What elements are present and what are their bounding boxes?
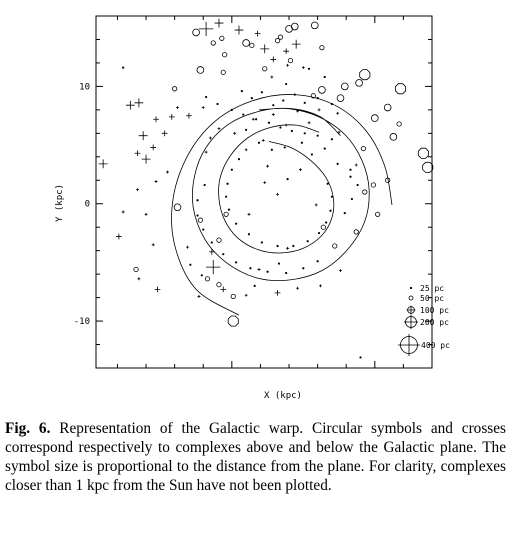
above-plane-point (319, 87, 326, 94)
legend-marker (407, 306, 416, 315)
below-plane-point (220, 287, 226, 293)
above-plane-point (282, 99, 284, 101)
above-plane-point (228, 316, 238, 326)
above-plane-point (231, 109, 233, 111)
below-plane-point (272, 113, 275, 116)
below-plane-point (152, 243, 155, 246)
above-plane-point (288, 58, 292, 62)
above-plane-point (363, 190, 367, 194)
above-plane-point (337, 95, 344, 102)
below-plane-point (215, 19, 224, 28)
above-plane-point (231, 169, 233, 171)
above-plane-point (268, 122, 270, 124)
above-plane-point (301, 142, 303, 144)
above-plane-point (333, 244, 337, 248)
above-plane-point (134, 267, 138, 271)
legend-marker (404, 315, 418, 329)
above-plane-point (357, 184, 359, 186)
y-tick-label: 0 (84, 199, 90, 210)
above-plane-point (231, 294, 235, 298)
below-plane-point (308, 121, 311, 124)
legend-label: 100 pc (420, 306, 449, 315)
above-plane-point (221, 70, 225, 74)
below-plane-point (134, 98, 143, 107)
above-plane-point (291, 130, 293, 132)
legend-marker (410, 287, 412, 289)
above-plane-point (325, 221, 327, 223)
figure-label: Fig. 6. (5, 420, 51, 437)
above-plane-point (196, 214, 198, 216)
below-plane-point (276, 193, 279, 196)
above-plane-point (308, 68, 310, 70)
below-plane-point (296, 287, 299, 290)
below-plane-point (299, 168, 302, 171)
above-plane-point (307, 240, 309, 242)
above-plane-point (324, 147, 326, 149)
above-plane-point (324, 76, 326, 78)
above-plane-point (226, 183, 228, 185)
above-plane-point (360, 70, 370, 80)
below-plane-point (315, 203, 318, 206)
below-plane-point (262, 139, 265, 142)
legend-label: 25 pc (420, 284, 445, 293)
above-plane-point (196, 199, 198, 201)
below-plane-point (153, 116, 159, 122)
figure-caption (5, 419, 506, 495)
below-plane-point (126, 101, 135, 110)
below-plane-point (266, 165, 269, 168)
above-plane-point (174, 204, 181, 211)
above-plane-point (317, 260, 319, 262)
above-plane-point (341, 83, 348, 90)
above-plane-point (291, 23, 298, 30)
above-plane-point (331, 138, 333, 140)
above-plane-point (286, 178, 288, 180)
above-plane-point (217, 282, 221, 286)
above-plane-point (396, 84, 406, 94)
above-plane-point (344, 212, 346, 214)
above-plane-point (238, 158, 240, 160)
above-plane-point (384, 104, 391, 111)
above-plane-point (278, 262, 280, 264)
above-plane-point (254, 285, 256, 287)
above-plane-point (351, 198, 353, 200)
above-plane-point (251, 97, 253, 99)
above-plane-point (292, 245, 294, 247)
above-plane-point (220, 36, 224, 40)
above-plane-point (255, 118, 257, 120)
below-plane-point (116, 234, 122, 240)
above-plane-point (198, 218, 202, 222)
above-plane-point (276, 245, 278, 247)
below-plane-point (155, 180, 158, 183)
below-plane-point (355, 164, 358, 167)
above-plane-point (211, 41, 215, 45)
spiral-arms (172, 94, 392, 315)
above-plane-point (197, 67, 204, 74)
below-plane-point (275, 290, 281, 296)
spiral-arm (172, 94, 392, 315)
above-plane-point (189, 264, 191, 266)
below-plane-point (155, 287, 161, 293)
above-plane-point (228, 209, 230, 211)
above-plane-point (302, 267, 304, 269)
above-plane-point (263, 67, 267, 71)
above-plane-point (201, 274, 203, 276)
below-plane-point (285, 124, 288, 127)
above-plane-point (311, 22, 318, 29)
below-plane-point (139, 131, 148, 140)
below-plane-point (176, 106, 179, 109)
above-plane-point (241, 90, 243, 92)
legend-label: 50 pc (420, 294, 445, 303)
below-plane-point (318, 108, 321, 111)
below-plane-point (166, 171, 169, 174)
above-plane-point (122, 67, 124, 69)
below-plane-point (286, 64, 289, 67)
above-plane-point (211, 241, 213, 243)
above-plane-point (317, 97, 319, 99)
below-plane-point (248, 213, 251, 216)
legend-marker (398, 334, 420, 356)
below-plane-point (260, 44, 269, 53)
below-plane-point (270, 57, 276, 63)
above-plane-point (272, 104, 274, 106)
above-plane-point (361, 146, 365, 150)
above-plane-point (225, 196, 227, 198)
data-markers (99, 19, 433, 359)
above-plane-point (258, 142, 260, 144)
above-plane-point (337, 163, 339, 165)
below-plane-point (137, 277, 140, 280)
below-plane-point (258, 268, 261, 271)
above-plane-point (248, 233, 250, 235)
above-plane-point (205, 96, 207, 98)
below-plane-point (209, 249, 215, 255)
above-plane-point (284, 146, 286, 148)
below-plane-point (150, 145, 156, 151)
above-plane-point (397, 122, 401, 126)
below-plane-point (99, 159, 108, 168)
below-plane-point (235, 26, 244, 35)
below-plane-point (245, 148, 248, 151)
above-plane-point (205, 277, 209, 281)
below-plane-point (202, 106, 205, 109)
above-plane-point (318, 232, 320, 234)
above-plane-point (204, 184, 206, 186)
above-plane-point (222, 53, 226, 57)
above-plane-point (327, 183, 329, 185)
below-plane-point (145, 213, 148, 216)
below-plane-point (142, 155, 151, 164)
below-plane-point (252, 118, 255, 121)
above-plane-point (390, 133, 397, 140)
y-tick-labels (74, 82, 90, 327)
above-plane-point (304, 102, 306, 104)
spiral-arm (219, 125, 334, 253)
above-plane-point (359, 356, 361, 358)
above-plane-point (418, 148, 428, 158)
below-plane-point (245, 294, 248, 297)
above-plane-point (321, 225, 325, 229)
above-plane-point (349, 169, 351, 171)
x-axis-label: X (kpc) (264, 391, 302, 400)
y-tick-label: 10 (79, 82, 90, 93)
above-plane-point (356, 79, 363, 86)
below-plane-point (186, 246, 189, 249)
below-plane-point (162, 130, 168, 136)
below-plane-point (270, 76, 273, 79)
axis-ticks (96, 16, 432, 368)
above-plane-point (216, 103, 218, 105)
above-plane-point (249, 267, 251, 269)
above-plane-point (317, 135, 319, 137)
below-plane-point (263, 181, 266, 184)
above-plane-point (331, 196, 333, 198)
above-plane-point (349, 176, 351, 178)
caption-text: Representation of the Galactic warp. Circular symbols and crosses correspond respectively to complexes above and below the Galactic plane. The symbol size is proportional to the distance from the plane. For clarity, complexes closer than 1 kpc from the Sun have not been plotted. (5, 420, 506, 494)
below-plane-point (255, 31, 261, 37)
y-tick-label: -10 (73, 317, 90, 328)
below-plane-point (169, 114, 175, 120)
below-plane-point (319, 284, 322, 287)
above-plane-point (250, 43, 254, 47)
above-plane-point (354, 230, 358, 234)
below-plane-point (205, 151, 208, 154)
above-plane-point (243, 40, 250, 47)
above-plane-point (329, 210, 331, 212)
below-plane-point (209, 137, 212, 140)
legend-marker (409, 296, 413, 300)
above-plane-point (202, 228, 204, 230)
above-plane-point (222, 253, 224, 255)
above-plane-point (245, 129, 247, 131)
legend (398, 284, 450, 356)
above-plane-point (285, 272, 287, 274)
plot-border (96, 16, 432, 368)
legend-label: 200 pc (420, 318, 449, 327)
above-plane-point (261, 91, 263, 93)
below-plane-point (186, 113, 192, 119)
above-plane-point (375, 212, 379, 216)
above-plane-point (271, 149, 273, 151)
above-plane-point (235, 223, 237, 225)
above-plane-point (371, 115, 378, 122)
below-plane-point (198, 295, 201, 298)
above-plane-point (285, 83, 287, 85)
y-axis-label: Y (kpc) (55, 184, 65, 222)
above-plane-point (423, 162, 433, 172)
legend-label: 400 pc (421, 341, 450, 350)
below-plane-point (206, 260, 220, 274)
above-plane-point (193, 29, 200, 36)
below-plane-point (233, 132, 236, 135)
below-plane-point (302, 66, 305, 69)
above-plane-point (371, 183, 375, 187)
below-plane-point (199, 22, 213, 36)
below-plane-point (286, 247, 289, 250)
above-plane-point (172, 87, 176, 91)
below-plane-point (283, 48, 289, 54)
above-plane-point (337, 112, 339, 114)
plot-frame (96, 16, 432, 368)
above-plane-point (278, 35, 282, 39)
below-plane-point (135, 150, 141, 156)
above-plane-point (294, 94, 296, 96)
below-plane-point (218, 127, 221, 130)
above-plane-point (320, 45, 324, 49)
above-plane-point (261, 241, 263, 243)
below-plane-point (136, 188, 139, 191)
above-plane-point (331, 103, 333, 105)
above-plane-point (279, 126, 281, 128)
above-plane-point (224, 212, 228, 216)
above-plane-point (242, 113, 244, 115)
above-plane-point (311, 153, 313, 155)
below-plane-point (122, 211, 125, 214)
above-plane-point (266, 271, 268, 273)
below-plane-point (339, 269, 342, 272)
above-plane-point (304, 132, 306, 134)
below-plane-point (292, 40, 301, 49)
above-plane-point (235, 261, 237, 263)
above-plane-point (217, 238, 221, 242)
